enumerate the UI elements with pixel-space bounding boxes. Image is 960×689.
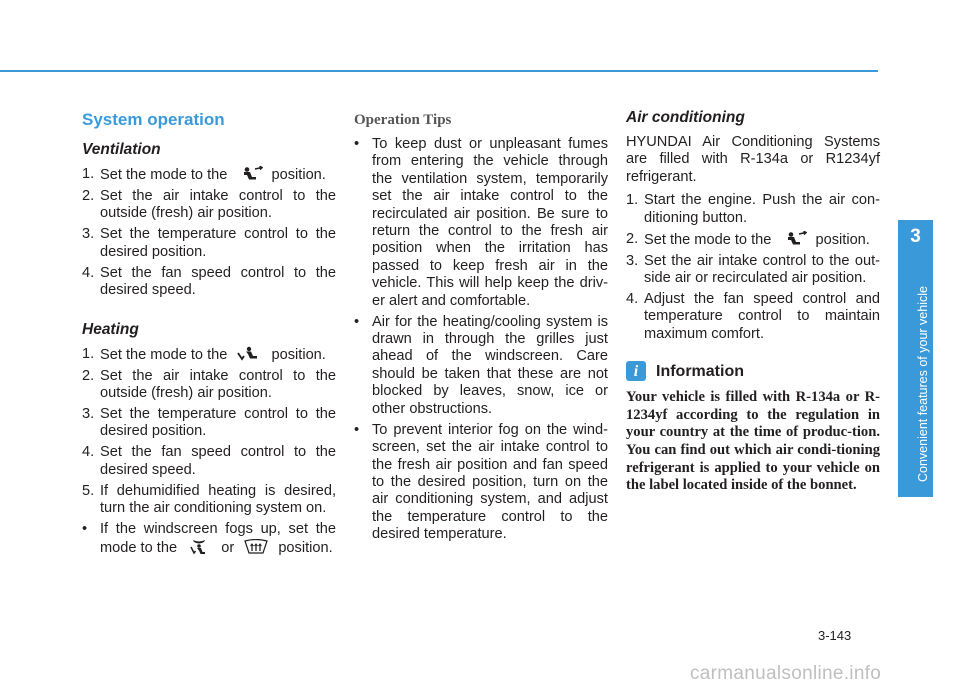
- list-item: 1. Set the mode to the position.: [82, 345, 326, 363]
- list-item: 5. If dehumidified heating is desired, turn the air conditioning system on.: [82, 482, 336, 517]
- chapter-side-tab: [898, 220, 933, 497]
- information-header: [626, 361, 880, 381]
- top-rule: [0, 70, 878, 72]
- chapter-number: 3: [910, 226, 921, 247]
- list-item: 1. Start the engine. Push the air con-ditioning button.: [626, 192, 880, 226]
- list-item: 1. Set the mode to the position.: [82, 166, 326, 183]
- list-item: 2. Set the mode to the position.: [626, 230, 870, 248]
- bullet: •: [82, 521, 88, 538]
- heating-steps: [82, 346, 336, 557]
- list-item: • Air for the heating/cooling system is drawn in through the grilles just ahead of the windscreen. Care should be taken that these are not blocked by leaves, snow, ice or other obstructions.: [354, 313, 608, 417]
- ventilation-title: Ventilation: [82, 141, 161, 158]
- list-item: 4. Adjust the fan speed control and temperature control to maintain maximum comfort.: [626, 291, 880, 342]
- left-column: [82, 104, 336, 561]
- information-title: Information: [656, 362, 744, 380]
- list-item: • If the windscreen fogs up, set the mode to the or position.: [82, 521, 336, 556]
- operation-tips-title: Operation Tips: [354, 112, 452, 128]
- operation-tips-list: [354, 136, 608, 544]
- right-column: [626, 104, 880, 495]
- air-conditioning-steps: [626, 192, 880, 343]
- air-conditioning-intro: HYUNDAI Air Conditioning Systems are filled with R-134a or R1234yf refrigerant.: [626, 134, 880, 185]
- list-item: 2. Set the air intake control to the outside (fresh) air position.: [82, 188, 336, 222]
- middle-column: [354, 104, 608, 547]
- list-item: 3. Set the temperature control to the desired position.: [82, 226, 336, 260]
- section-title: System operation: [82, 110, 225, 129]
- air-conditioning-title: Air conditioning: [626, 109, 745, 126]
- chapter-title: Convenient features of your vehicle: [916, 286, 930, 482]
- list-item: 3. Set the air intake control to the out-side air or recirculated air position.: [626, 252, 880, 287]
- watermark: carmanualsonline.info: [690, 663, 882, 684]
- ventilation-steps: [82, 166, 336, 300]
- list-item: • To prevent interior fog on the wind-screen, set the air intake control to the fresh air position and fan speed to the desired position, turn on the air conditioning system, and adjust the temperature control to the desired temperature.: [354, 421, 608, 543]
- information-icon: i: [626, 361, 646, 381]
- vent-mode-icon: [779, 231, 807, 247]
- list-item: 4. Set the fan speed control to the desired speed.: [82, 264, 336, 299]
- heating-title: Heating: [82, 320, 139, 338]
- list-item: 2. Set the air intake control to the outside (fresh) air position.: [82, 367, 336, 402]
- list-item: 3. Set the temperature control to the desired position.: [82, 406, 336, 440]
- bullet: •: [354, 136, 360, 152]
- bullet: •: [354, 421, 360, 438]
- list-item: 4. Set the fan speed control to the desired speed.: [82, 444, 336, 478]
- information-text: Your vehicle is filled with R-134a or R-1234yf according to the regulation in your country at the time of produc-tion. You can find out which air condi-tioning refrigerant is applied to your vehicle on the label located inside of the bonnet.: [626, 389, 880, 494]
- bullet: •: [354, 313, 360, 330]
- list-item: • To keep dust or unpleasant fumes from entering the vehicle through the ventilation system, temporarily set the air intake control to the recirculated air position. Be sure to return the control to the fresh air position when the irritation has passed to keep fresh air in the vehicle. This will help keep the driv-er alert and comfortable.: [354, 136, 608, 309]
- vent-mode-icon: [235, 166, 263, 182]
- defrost-mode-icon: [242, 539, 270, 555]
- floor-defrost-mode-icon: [185, 539, 213, 555]
- floor-mode-icon: [235, 346, 263, 362]
- page-number: 3-143: [818, 628, 852, 643]
